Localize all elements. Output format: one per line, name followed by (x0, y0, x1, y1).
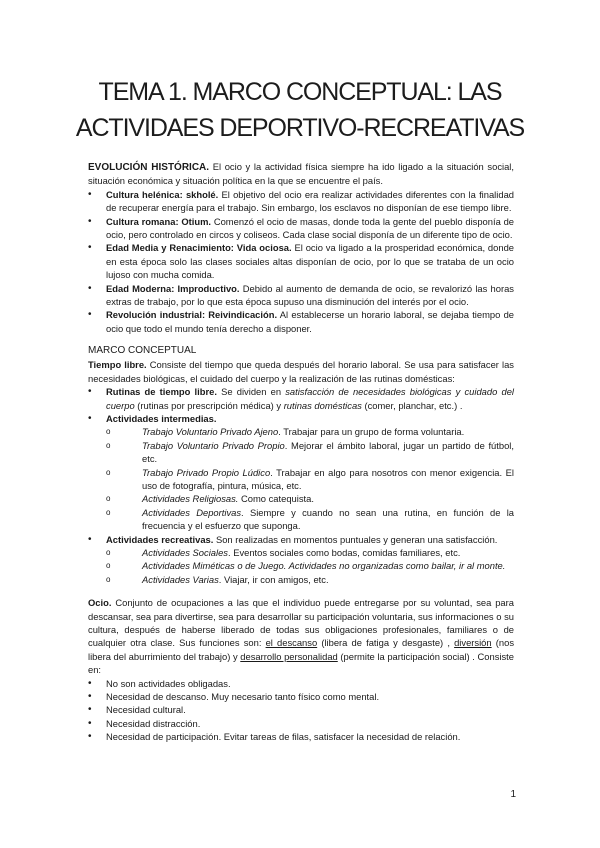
ocio-underlined: diversión (454, 637, 492, 649)
item-text: . Trabajar para un grupo de forma voluntaria. (278, 426, 465, 438)
sublist-item (106, 439, 514, 466)
list-item (88, 385, 514, 412)
list-item (88, 282, 514, 309)
item-italic: satisfacción de necesidades biológicas y cuidado del cuerpo (106, 386, 514, 411)
evolucion-heading: EVOLUCIÓN HISTÓRICA. (88, 162, 210, 173)
intermedias-sublist (106, 425, 514, 532)
item-italic: Trabajo Voluntario Privado Ajeno (142, 426, 279, 438)
ocio-text: (libera de fatiga y desgaste) , (317, 637, 455, 649)
sublist-item (106, 559, 514, 572)
marco-list (88, 385, 514, 586)
ocio-text: (permite la participación social) . Consiste en: (88, 650, 514, 676)
item-text: (comer, planchar, etc.) . (361, 399, 463, 411)
ocio-underlined: desarrollo personalidad (240, 650, 338, 662)
tiempo-libre-text: Consiste del tiempo que queda después del horario laboral. Se usa para satisfacer las necesidades biológicas, el cuidado del cuerpo y la realización de las rutinas domésticas: (88, 359, 514, 384)
evolucion-intro (88, 160, 514, 188)
evolucion-intro-text: El ocio y la actividad física siempre ha ido ligado a la situación social, situación económica y situación política en la que se encuentre el país. (88, 161, 514, 187)
item-italic: Trabajo Privado Propio Lúdico (142, 466, 271, 478)
ocio-paragraph (88, 596, 514, 676)
item-text: . Mejorar el ámbito laboral, jugar un partido de fútbol, etc. (142, 439, 514, 465)
list-item: • Necesidad de descanso. Muy necesario tanto físico como mental. (88, 690, 514, 703)
item-term: Cultura romana: Otium. (106, 215, 212, 227)
spacer (88, 586, 514, 596)
tiempo-libre-paragraph (88, 358, 514, 385)
item-term: Cultura helénica: skholé. (106, 188, 219, 200)
item-italic: Actividades Religiosas. (142, 493, 239, 505)
item-italic: Actividades Deportivas (142, 506, 242, 518)
ocio-underlined: el descanso (265, 637, 318, 649)
list-item (88, 308, 514, 335)
title-line-2: ACTIVIDAES DEPORTIVO-RECREATIVAS (75, 114, 525, 142)
item-text: Se dividen en (216, 386, 286, 398)
item-text: . Siempre y cuando no sean una rutina, en función de la frecuencia y el esfuerzo que suponga. (142, 506, 514, 532)
item-text: El ocio va ligado a la prosperidad económica, donde en esta época solo las clases sociales altas disponían de ocio, por lo que se trataba de un ocio lujoso con mucha comida. (106, 242, 514, 281)
title-line-1: TEMA 1. MARCO CONCEPTUAL: LAS (98, 78, 502, 106)
sublist-item (106, 492, 514, 505)
page-title (40, 74, 560, 146)
ocio-text: Conjunto de ocupaciones a las que el individuo puede entregarse por su voluntad, sea para descansar, sea para divertirse, sea para desarrollar su participación voluntaria, sus informaciones o su cultura, después de haberse liberado de todas sus obligaciones profesionales, familiares o de cualquier otra clase. Sus funciones son: (88, 597, 514, 649)
document-body (88, 160, 514, 744)
ocio-text: (nos libera del aburrimiento del trabajo) y (88, 637, 515, 662)
list-item (88, 412, 514, 533)
list-item (88, 533, 514, 587)
item-text: (rutinas por prescripción médica) y (134, 399, 284, 411)
list-item: • Necesidad cultural. (88, 703, 514, 716)
item-term: Revolución industrial: Reivindicación. (106, 309, 278, 321)
item-italic: Trabajo Voluntario Privado Propio (142, 439, 285, 451)
item-text: El objetivo del ocio era realizar actividades diferentes con la finalidad de recuperar energía para el trabajo. Sin embargo, los esclavos no disponían de ese tiempo libre. (106, 188, 514, 214)
item-text: . Eventos sociales como bodas, comidas familiares, etc. (227, 546, 461, 558)
marco-heading: MARCO CONCEPTUAL (88, 345, 197, 357)
list-item: • No son actividades obligadas. (88, 677, 514, 690)
item-text: Comenzó el ocio de masas, donde toda la gente del pueblo disponía de ocio, pero controlado en circos y coliseos. Cada clase social disponía de un diferente tipo de ocio. (106, 215, 515, 241)
page-number: 1 (510, 789, 516, 800)
list-item: • Necesidad distracción. (88, 717, 514, 730)
ocio-list (88, 677, 514, 744)
item-term: Rutinas de tiempo libre. (106, 386, 217, 398)
item-italic: Actividades Varias (142, 573, 219, 585)
item-text: Al establecerse un horario laboral, se dejaba tiempo de ocio que todo el mundo tenía derecho a disponer. (106, 309, 514, 334)
list-item: • Necesidad de participación. Evitar tareas de filas, satisfacer la necesidad de relación. (88, 730, 514, 743)
tiempo-libre-term: Tiempo libre. (88, 359, 147, 371)
item-text: Son realizadas en momentos puntuales y generan una satisfacción. (213, 533, 498, 545)
recreativas-sublist (106, 546, 514, 586)
sublist-item (106, 546, 514, 559)
item-term: Actividades recreativas. (106, 533, 214, 545)
sublist-item (106, 573, 514, 586)
item-text: Como catequista. (238, 493, 314, 505)
item-term: Edad Moderna: Improductivo. (106, 282, 240, 294)
list-item (88, 241, 514, 281)
item-italic: rutinas domésticas (283, 399, 362, 411)
sublist-item (106, 466, 514, 493)
sublist-item (106, 425, 514, 438)
item-italic: Actividades Sociales (142, 546, 228, 558)
item-term: Actividades intermedias. (106, 412, 217, 424)
item-text: . Viajar, ir con amigos, etc. (218, 573, 329, 585)
evolucion-list (88, 188, 514, 335)
sublist-item (106, 506, 514, 533)
item-text: Debido al aumento de demanda de ocio, se revalorizó las horas extras de trabajo, por lo que esta época supuso una disminución del interés por el ocio. (106, 282, 514, 308)
list-item (88, 188, 514, 215)
item-text: . Trabajar en algo para nosotros con menor exigencia. El uso de fotografía, pintura, música, etc. (142, 466, 514, 491)
item-term: Edad Media y Renacimiento: Vida ociosa. (106, 242, 292, 254)
list-item (88, 215, 514, 242)
ocio-term: Ocio. (88, 597, 112, 609)
item-italic: Actividades Miméticas o de Juego. Actividades no organizadas como bailar, ir al monte. (142, 560, 506, 572)
